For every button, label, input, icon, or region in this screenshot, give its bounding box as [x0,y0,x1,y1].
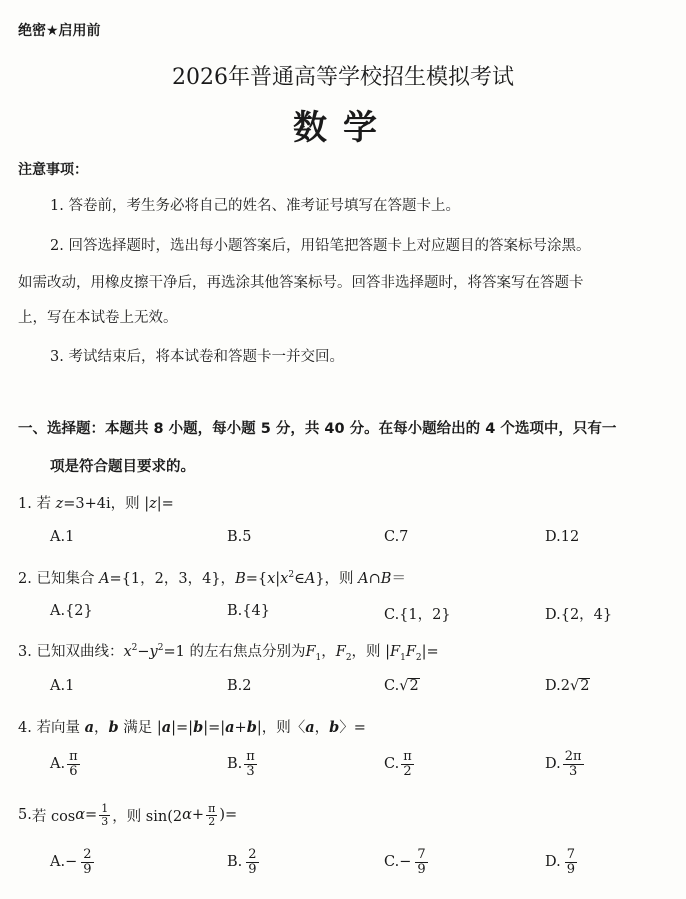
q2-text: ∩ [368,571,381,587]
section-1-heading-line-2: 项是符合题目要求的。 [50,459,195,475]
comma: ， [93,720,109,736]
sign: − [399,854,412,871]
question-number: 3. [18,644,37,660]
fraction [99,803,110,827]
notice-item-2-line-3: 上，写在本试卷上无效。 [18,310,178,326]
denominator: 6 [69,763,78,779]
q5-text: 若 cos [31,808,76,825]
fraction [81,848,93,876]
q4-text: ，则〈 [261,720,306,736]
q3-option-c [384,678,420,695]
q2-text: }，则 [315,571,359,587]
q4-text: 〉= [339,720,366,736]
q4-option-a [50,750,82,778]
question-number: 5. [18,807,32,824]
var-f: F [405,644,416,660]
var-alpha: α [182,807,192,824]
var-z: z [55,496,64,512]
q1-text: 若 [36,496,56,512]
fraction [563,750,584,778]
numerator: 1 [101,802,109,815]
option-label: C. [384,756,400,773]
notice-item-3: 3. 考试结束后，将本试卷和答题卡一并交回。 [50,349,344,365]
subscript: 1 [315,652,322,663]
question-number: 2. [18,571,37,587]
option-label: B. [227,854,243,871]
exponent: 2 [157,643,164,654]
q3-text: 已知双曲线： [36,644,124,660]
q4-option-d [545,750,586,778]
q5-option-b [227,848,261,876]
q3-text: =1 的左右焦点分别为 [163,644,306,660]
q5-option-d [545,848,579,876]
q3-option-b: B.2 [227,678,252,694]
q2-text: 已知集合 [36,571,100,587]
section-1-heading-line-1: 一、选择题：本题共 8 小题，每小题 5 分，共 40 分。在每小题给出的 4 个选项中，只有一 [18,421,617,437]
fraction [401,750,414,778]
q2-text: ＝ [391,571,406,587]
subject-title: 数学 [293,108,393,148]
equals: = [85,807,98,824]
vector-a: a [225,719,235,736]
numerator: 7 [566,847,575,862]
denominator: 9 [566,861,575,877]
var-b: B [235,571,246,587]
var-alpha: α [75,807,86,824]
bar: | [188,720,194,736]
q5-text: ，则 sin(2 [112,808,183,825]
var-f: F [305,644,316,660]
denominator: 2 [208,814,216,828]
option-label: D. [545,756,561,773]
var-x: x [280,571,289,587]
numerator: π [208,802,216,815]
notice-item-1: 1. 答卷前，考生务必将自己的姓名、准考证号填写在答题卡上。 [50,198,460,214]
question-5 [18,803,237,827]
option-label: B. [227,756,243,773]
option-label: C. [384,854,400,871]
denominator: 9 [248,861,257,877]
bar: | [171,720,177,736]
plus: + [234,720,247,736]
radicand: 2 [409,678,419,694]
denominator: 9 [417,861,426,877]
numerator: π [246,749,255,764]
fraction [206,803,217,827]
numerator: 2 [83,847,92,862]
q1-option-b: B.5 [227,529,252,545]
q5-text: )= [219,807,238,824]
numerator: 2 [248,847,257,862]
question-1 [18,492,174,513]
fraction [244,750,257,778]
fraction [67,750,80,778]
var-x: x [267,571,276,587]
comma: ， [314,720,330,736]
exponent: 2 [131,643,138,654]
var-z: z [149,496,157,512]
numerator: 2π [564,749,582,764]
q2-option-b: B.{4} [227,603,270,619]
sqrt-sign: √ [399,678,409,695]
vector-b: b [108,719,119,736]
q2-text: ∈ [294,571,305,587]
q3-option-d [545,678,590,695]
equals: = [176,720,189,736]
q1-option-a: A.1 [50,529,75,545]
q1-text: |= [156,496,174,512]
q4-option-b [227,750,259,778]
var-b: B [380,571,392,587]
bar: | [256,720,262,736]
sign: − [65,854,78,871]
notice-item-2-line-1: 2. 回答选择题时，选出每小题答案后，用铅笔把答题卡上对应题目的答案标号涂黑。 [50,238,591,254]
option-label: C. [384,678,400,695]
question-number: 1. [18,496,37,512]
denominator: 3 [101,814,109,828]
var-a: A [358,571,369,587]
q2-option-c: C.{1，2} [384,607,451,623]
notice-heading: 注意事项： [18,162,88,178]
subscript: 2 [415,652,422,663]
numerator: π [403,749,412,764]
question-2 [18,567,406,588]
exponent: 2 [288,570,295,581]
option-label: D. [545,854,561,871]
vector-a: a [305,719,315,736]
minus: − [137,644,150,660]
var-f: F [335,644,346,660]
vector-a: a [84,719,94,736]
q1-text: =3+4i，则 | [63,496,150,512]
bar: | [203,720,209,736]
q1-option-d: D.12 [545,529,580,545]
q4-option-c [384,750,416,778]
q4-text: 满足 | [118,720,162,736]
numerator: 7 [417,847,426,862]
notice-item-2-line-2: 如需改动，用橡皮擦干净后，再选涂其他答案标号。回答非选择题时，将答案写在答题卡 [18,275,584,291]
vector-b: b [193,719,204,736]
fraction [246,848,258,876]
equals: = [208,720,221,736]
question-3 [18,640,439,663]
q2-text: ={ [245,571,268,587]
option-label: A. [50,854,66,871]
denominator: 3 [246,763,255,779]
radicand: 2 [580,678,590,694]
denominator: 9 [83,861,92,877]
fraction [415,848,427,876]
q2-text: | [275,571,281,587]
q5-option-c [384,848,430,876]
q2-option-a: A.{2} [50,603,93,619]
plus: + [191,807,205,824]
vector-a: a [161,719,172,736]
question-number: 4. [18,720,37,736]
sqrt-sign: √ [569,678,580,695]
q4-text: 若向量 [36,720,85,736]
vector-b: b [246,719,257,736]
denominator: 3 [568,763,578,779]
var-a: A [304,571,316,587]
subscript: 2 [345,652,352,663]
q1-option-c: C.7 [384,529,409,545]
question-4 [18,716,366,737]
q3-option-a: A.1 [50,678,75,694]
var-f: F [390,644,401,660]
var-y: y [149,644,158,660]
subscript: 1 [400,652,406,663]
option-label: D.2 [545,678,570,695]
fraction [565,848,577,876]
denominator: 2 [403,763,412,779]
vector-b: b [329,719,340,736]
q5-option-a [50,848,96,876]
var-a: A [99,571,110,587]
bar: | [220,720,226,736]
confidential-label: 绝密★启用前 [18,23,101,39]
q3-text: |= [421,644,439,660]
q2-text: ={1，2，3，4}， [109,571,236,587]
var-x: x [123,644,132,660]
q3-text: ，则 | [351,644,391,660]
q2-option-d: D.{2，4} [545,607,613,623]
option-label: A. [50,756,66,773]
comma: ， [321,644,336,660]
exam-title: 2026年普通高等学校招生模拟考试 [172,65,514,90]
numerator: π [69,749,78,764]
